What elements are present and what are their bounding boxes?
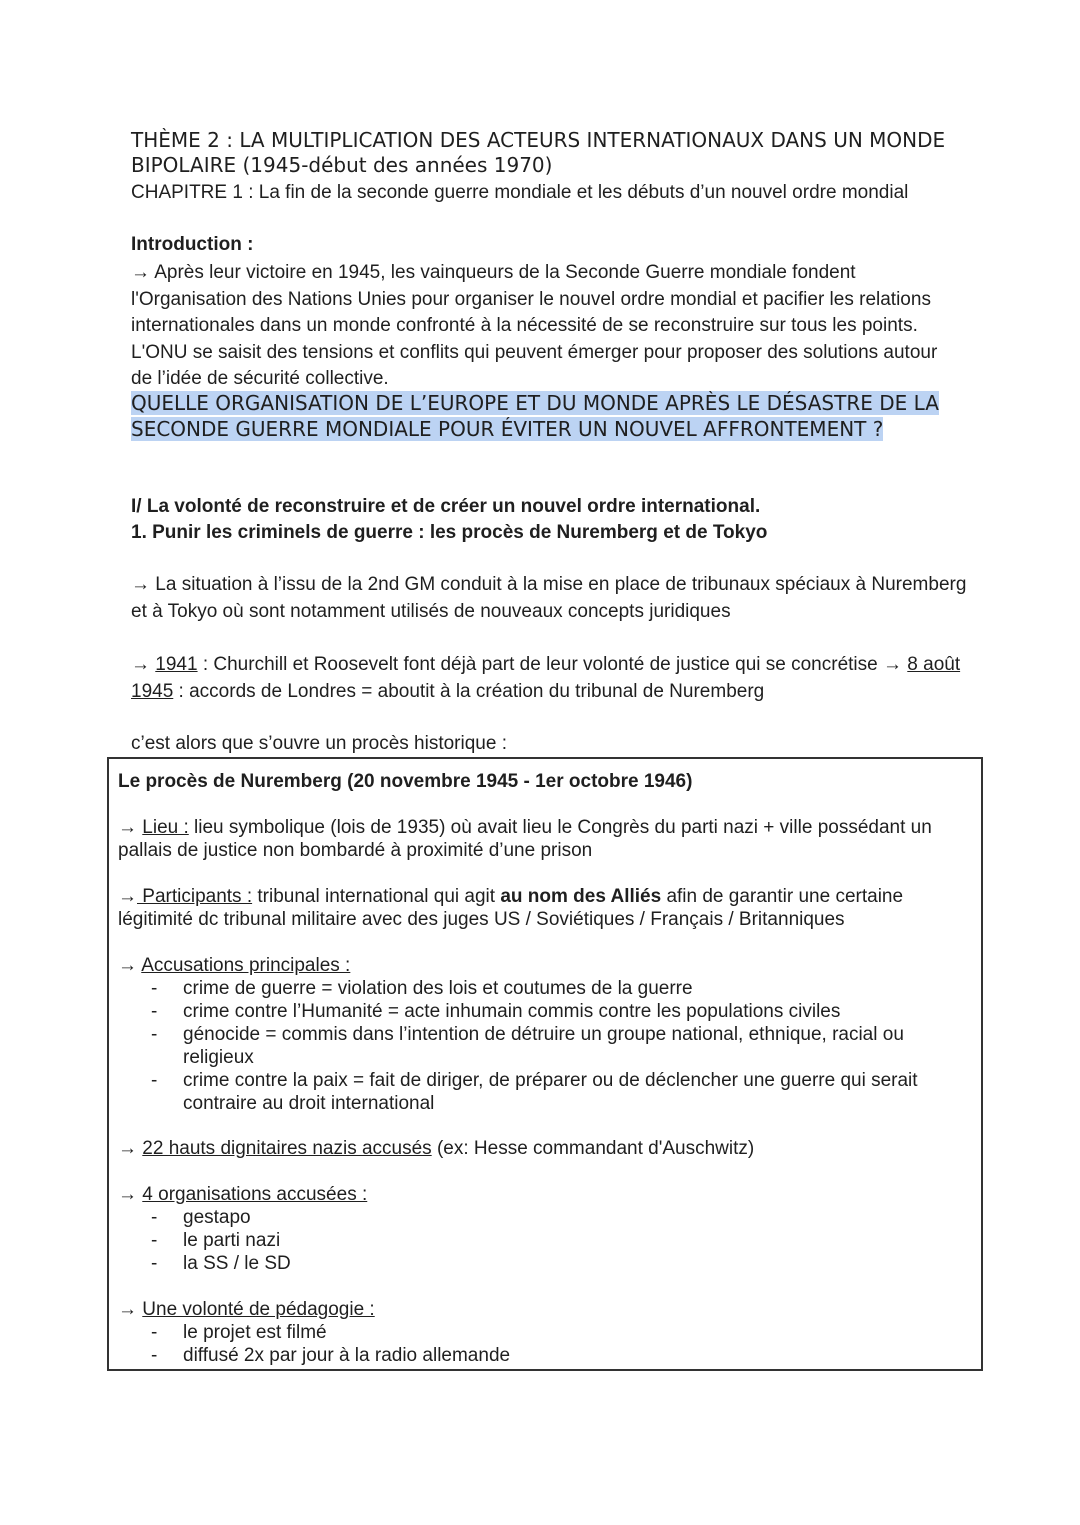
pedagogie-heading — [118, 1298, 375, 1321]
problematique-question — [131, 391, 961, 442]
paragraph-dates — [131, 652, 981, 705]
accusations-heading — [118, 954, 350, 977]
organisation-text: gestapo — [183, 1207, 251, 1228]
accusation-text: crime de guerre = violation des lois et coutumes de la guerre — [183, 978, 693, 999]
arrow: → — [118, 1138, 143, 1159]
dignitaires-label: 22 hauts dignitaires nazis accusés — [142, 1138, 432, 1159]
section-subtitle: 1. Punir les criminels de guerre : les procès de Nuremberg et de Tokyo — [131, 522, 768, 543]
list-item — [109, 1252, 969, 1275]
organisations-label: 4 organisations accusées : — [142, 1184, 368, 1205]
dash: - — [151, 1230, 158, 1251]
box-title: Le procès de Nuremberg (20 novembre 1945 - 1er octobre 1946) — [118, 771, 693, 792]
list-item — [109, 1000, 969, 1023]
accusations-label: Accusations principales : — [141, 955, 351, 976]
accusation-text: crime contre la paix = fait de diriger, de préparer ou de déclencher une guerre qui serait contraire au droit international — [183, 1070, 918, 1114]
organisations-list — [109, 1206, 969, 1275]
accusation-text: génocide = commis dans l’intention de détruire un groupe national, ethnique, racial ou religieux — [183, 1024, 904, 1068]
highlighted-question: QUELLE ORGANISATION DE L’EUROPE ET DU MONDE APRÈS LE DÉSASTRE DE LA SECONDE GUERRE MONDIALE POUR ÉVITER UN NOUVEL AFFRONTEMENT ? — [131, 391, 939, 441]
arrow: → — [118, 1184, 143, 1205]
arrow: → — [118, 886, 137, 907]
date-8-aout-1945: 8 août 1945 — [131, 654, 961, 702]
paragraph-dates-end: : accords de Londres = aboutit à la création du tribunal de Nuremberg — [173, 680, 765, 702]
theme-title: THÈME 2 : LA MULTIPLICATION DES ACTEURS INTERNATIONAUX DANS UN MONDE BIPOLAIRE (1945-début des années 1970) — [131, 128, 946, 177]
dash: - — [151, 1345, 158, 1366]
arrow: → — [118, 817, 143, 838]
section-title: I/ La volonté de reconstruire et de créer un nouvel ordre international. — [131, 496, 761, 517]
dignitaires-item — [118, 1137, 754, 1160]
list-item — [109, 977, 969, 1000]
dash: - — [151, 1070, 158, 1091]
dash: - — [151, 1207, 158, 1228]
dash: - — [151, 1253, 158, 1274]
dignitaires-text: (ex: Hesse commandant d'Auschwitz) — [431, 1138, 755, 1159]
arrow: → — [131, 654, 156, 675]
chapter-title: La fin de la seconde guerre mondiale et les débuts d’un nouvel ordre mondial — [258, 182, 909, 203]
list-item — [109, 1229, 969, 1252]
dash: - — [151, 1001, 158, 1022]
list-item — [109, 1321, 969, 1344]
accusation-text: crime contre l’Humanité = acte inhumain commis contre les populations civiles — [183, 1001, 841, 1022]
arrow: → — [118, 955, 142, 976]
pedagogie-text: le projet est filmé — [183, 1322, 327, 1343]
lieu-item — [118, 816, 978, 862]
introduction-text: → Après leur victoire en 1945, les vainqueurs de la Seconde Guerre mondiale fondent l'Organisation des Nations Unies pour organiser le nouvel ordre mondial et pacifier les relations internationales dans un monde confronté à la nécessité de se reconstruire sur tous les points. L'ONU se saisit des tensions et conflits qui peuvent émerger pour proposer des solutions autour de l’idée de sécurité collective. — [131, 262, 938, 389]
paragraph-proces: c’est alors que s’ouvre un procès historique : — [131, 733, 507, 754]
list-item — [109, 1206, 969, 1229]
list-item — [109, 1023, 969, 1069]
participants-bold: au nom des Alliés — [500, 886, 662, 907]
organisation-text: la SS / le SD — [183, 1253, 291, 1274]
chapter-label: CHAPITRE 1 — [131, 182, 243, 203]
organisation-text: le parti nazi — [183, 1230, 281, 1251]
pedagogie-text: diffusé 2x par jour à la radio allemande — [183, 1345, 511, 1366]
introduction-heading: Introduction : — [131, 234, 254, 255]
accusations-list — [109, 977, 969, 1115]
nuremberg-box — [107, 757, 983, 1371]
paragraph-dates-mid: : Churchill et Roosevelt font déjà part de leur volonté de justice qui se concrétise → — [197, 654, 908, 675]
date-1941: 1941 — [155, 654, 198, 675]
pedagogie-label: Une volonté de pédagogie : — [142, 1299, 375, 1320]
lieu-text: lieu symbolique (lois de 1935) où avait lieu le Congrès du parti nazi + ville possédant un pallais de justice non bombardé à proximité d’une prison — [118, 817, 932, 861]
participants-label: Participants : — [137, 886, 253, 907]
dash: - — [151, 978, 158, 999]
paragraph-tribunaux: → La situation à l’issu de la 2nd GM conduit à la mise en place de tribunaux spéciaux à Nuremberg et à Tokyo où sont notamment utilisés de nouveaux concepts juridiques — [131, 574, 967, 622]
list-item — [109, 1069, 969, 1115]
participants-item — [118, 885, 978, 931]
dash: - — [151, 1024, 158, 1045]
dash: - — [151, 1322, 158, 1343]
pedagogie-list — [109, 1321, 969, 1367]
list-item — [109, 1344, 969, 1367]
organisations-heading — [118, 1183, 367, 1206]
arrow: → — [118, 1299, 143, 1320]
chapter-separator: : — [242, 182, 259, 203]
lieu-label: Lieu : — [142, 817, 189, 838]
participants-text-1: tribunal international qui agit — [252, 886, 501, 907]
participants-text-2: afin de garantir une certaine légitimité dc tribunal militaire avec des juges US / Soviétiques / Français / Britanniques — [118, 886, 904, 930]
chapter-heading — [131, 181, 908, 205]
